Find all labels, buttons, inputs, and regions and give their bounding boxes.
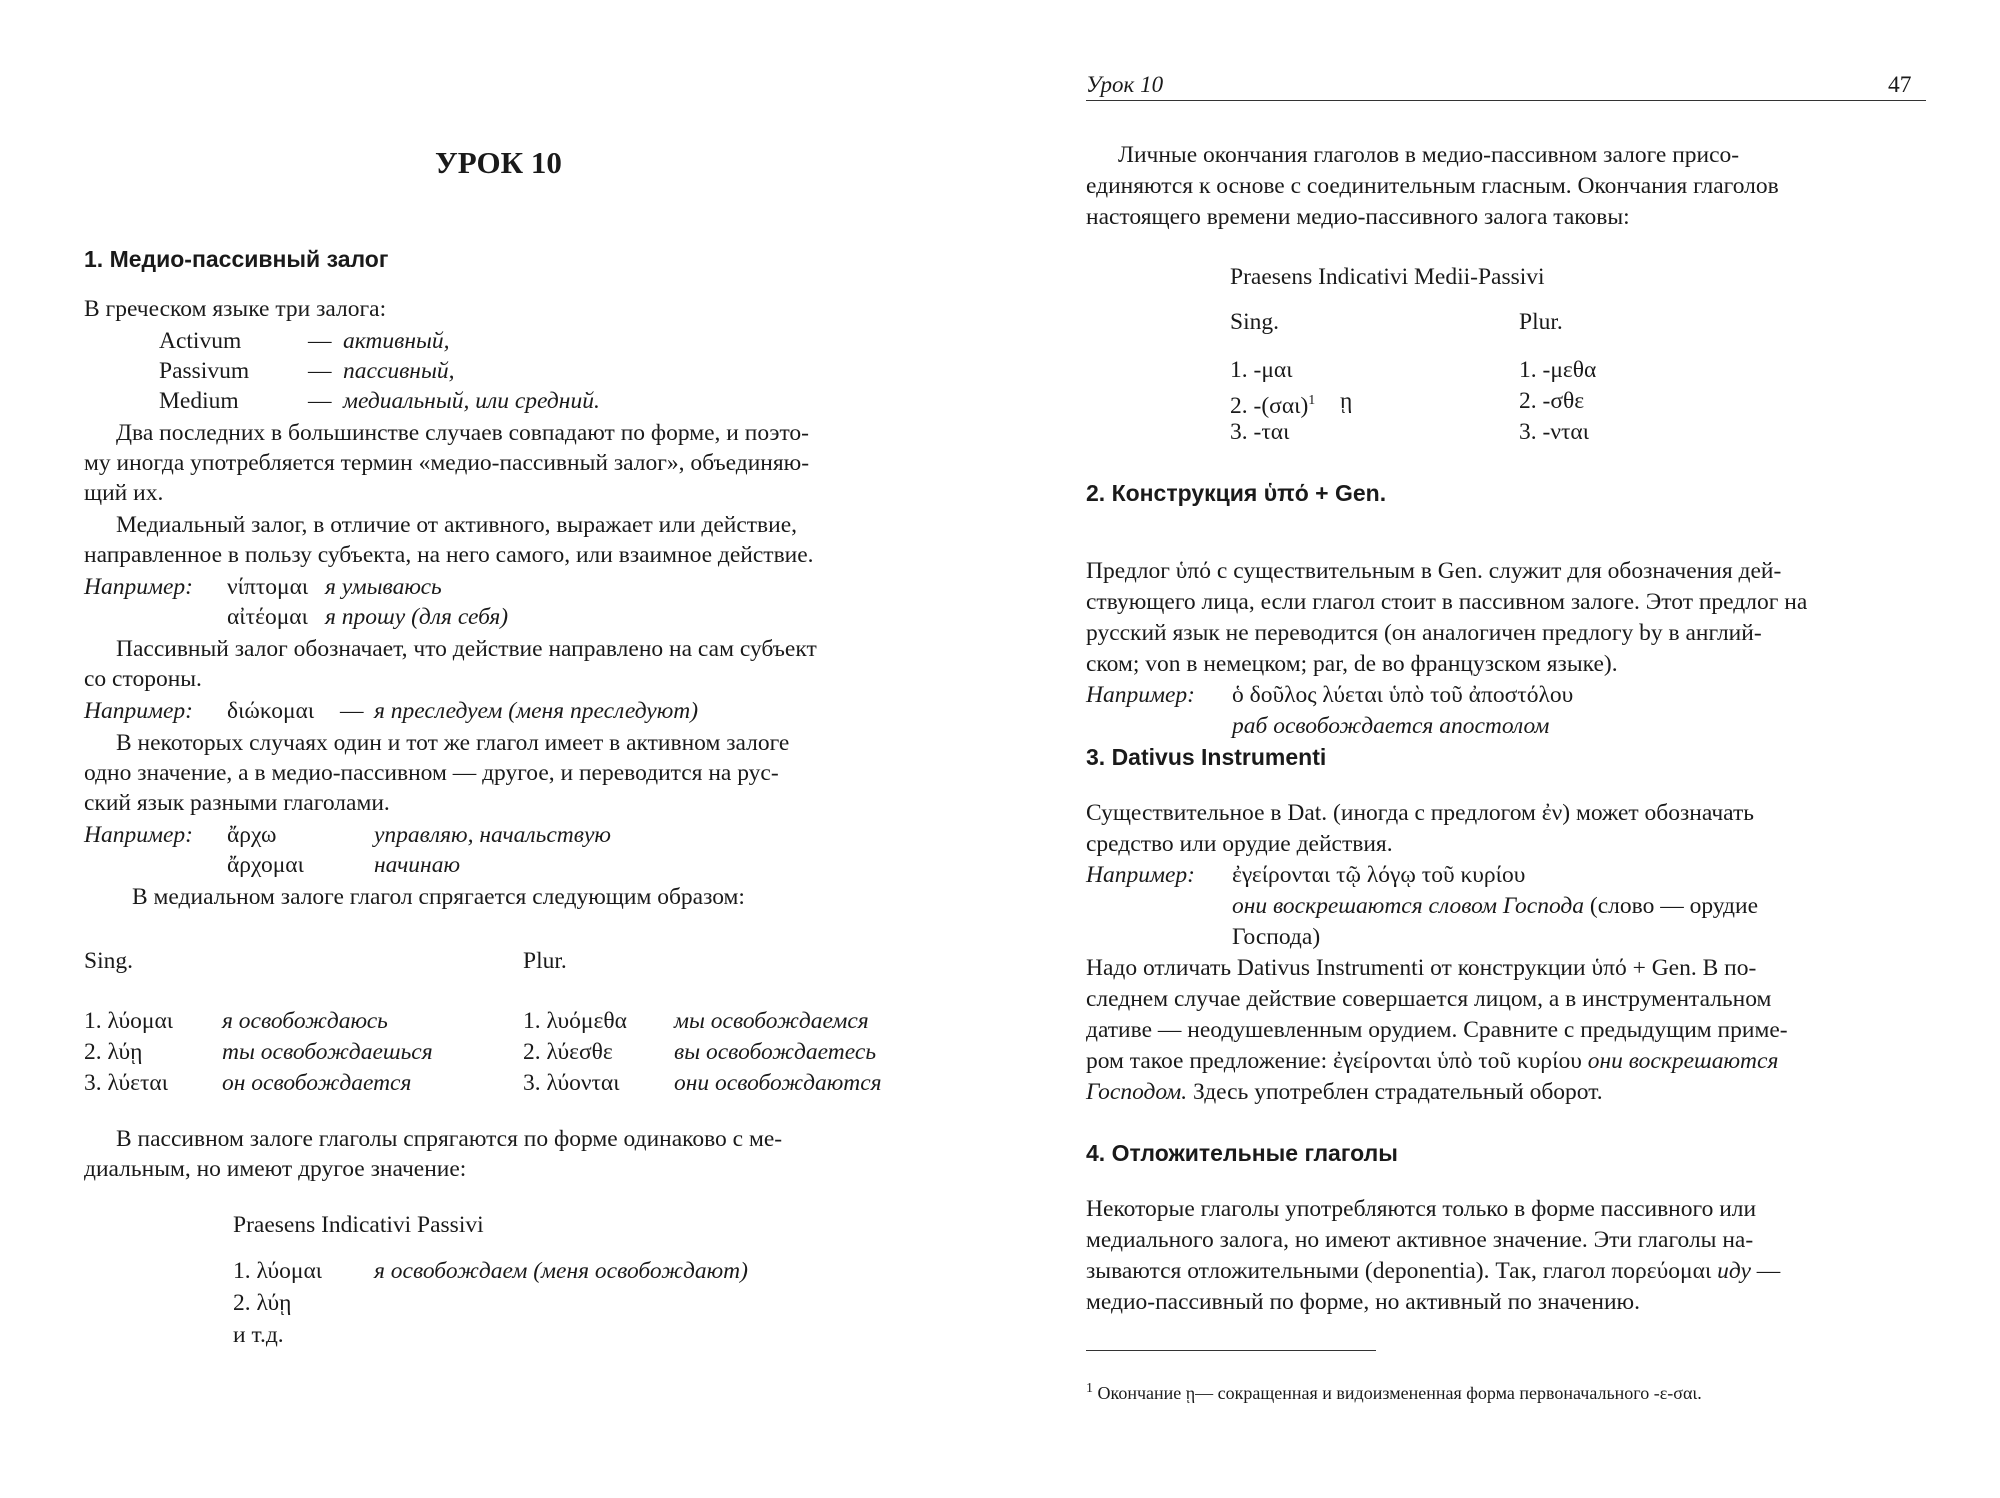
plur-label: Plur. [1519, 309, 1563, 335]
dash: — [340, 698, 364, 724]
page-number: 47 [1888, 72, 1912, 98]
conj-translation: ты освобождаешься [222, 1039, 433, 1065]
translation: начинаю [374, 852, 461, 878]
conj-form: 1. λυόμεθα [523, 1008, 627, 1034]
conj-translation: я освобождаюсь [222, 1008, 388, 1034]
conj-translation: вы освобождаетесь [674, 1039, 877, 1065]
text-line: единяются к основе с соединительным гласным. Окончания глаголов [1086, 173, 1779, 199]
ending: 2. -σθε [1519, 388, 1585, 414]
text-line: средство или орудие действия. [1086, 831, 1393, 857]
greek-word: διώκομαι [227, 698, 315, 724]
text-line: В греческом языке три залога: [84, 296, 387, 322]
text-line: Предлог ὑπό с существительным в Gen. служит для обозначения дей- [1086, 558, 1782, 584]
text-line: Существительное в Dat. (иногда с предлогом ἐν) может обозначать [1086, 800, 1754, 826]
lesson-title: УРОК 10 [435, 145, 562, 180]
conj-form: 3. λύονται [523, 1070, 620, 1096]
footnote-ref: 1 [1308, 393, 1316, 408]
text-line: ском; von в немецком; par, de во французском языке). [1086, 651, 1618, 677]
voice-dash: — [308, 388, 332, 414]
text-line: медио-пассивный по форме, но активный по значению. [1086, 1289, 1640, 1315]
conj-translation: они освобождаются [674, 1070, 882, 1096]
conj-translation: мы освобождаемся [674, 1008, 869, 1034]
example-label: Например: [1086, 682, 1195, 708]
example-label: Например: [1086, 862, 1195, 888]
example-label: Например: [84, 822, 193, 848]
voice-latin: Medium [159, 388, 239, 414]
conj-translation: я освобождаем (меня освобождают) [374, 1258, 748, 1284]
plur-label: Plur. [523, 948, 567, 974]
example-label: Например: [84, 574, 193, 600]
conj-form: 2. λύεσθε [523, 1039, 613, 1065]
translation: Господа) [1232, 924, 1321, 950]
ending: 2. $-(\sigma\alpha\iota)^1$ [1230, 392, 1316, 419]
text-line: следнем случае действие совершается лицом, а в инструментальном [1086, 986, 1772, 1012]
greek-example: ὁ δοῦλος λύεται ὑπὸ τοῦ ἀποστόλου [1232, 682, 1574, 708]
conj-form: 1. λύομαι [233, 1258, 323, 1284]
text-line: Два последних в большинстве случаев совпадают по форме, и поэто- [116, 420, 809, 446]
text-line: направленное в пользу субъекта, на него самого, или взаимное действие. [84, 542, 814, 568]
translation: я умываюсь [325, 574, 442, 600]
ending: 3. -ται [1230, 419, 1290, 445]
text-line: русский язык не переводится (он аналогичен предлогу by в англий- [1086, 620, 1762, 646]
running-head: Урок 10 [1086, 72, 1164, 97]
etc-text: и т.д. [233, 1322, 284, 1348]
voice-ru: активный, [343, 328, 450, 354]
text-line: зываются отложительными (deponentia). Так, глагол πορεύομαι иду — [1086, 1258, 1781, 1284]
ending-alt: ῃ [1340, 388, 1353, 414]
table-heading: Praesens Indicativi Passivi [233, 1212, 484, 1238]
text-line: Надо отличать Dativus Instrumenti от конструкции ὑπό + Gen. В по- [1086, 955, 1757, 981]
text-line: В пассивном залоге глаголы спрягаются по форме одинаково с ме- [116, 1126, 783, 1152]
text-line: со стороны. [84, 666, 202, 692]
section-2-heading: 2. Конструкция ὑπό + Gen. [1086, 480, 1387, 506]
greek-word: αἰτέομαι [227, 604, 308, 630]
text-line: настоящего времени медио-пассивного залога таковы: [1086, 204, 1630, 230]
text-line: одно значение, а в медио-пассивном — другое, и переводится на рус- [84, 760, 779, 786]
text-line: Господом. Здесь употреблен страдательный оборот. [1086, 1079, 1603, 1105]
voice-latin: Passivum [159, 358, 250, 384]
greek-word: νίπτομαι [227, 574, 309, 600]
greek-example: ἐγείρονται τῷ λόγῳ τοῦ κυρίου [1232, 862, 1526, 888]
sing-label: Sing. [1230, 309, 1279, 335]
text-line: дативе — неодушевленным орудием. Сравните с предыдущим приме- [1086, 1017, 1788, 1043]
text-line: В некоторых случаях один и тот же глагол имеет в активном залоге [116, 730, 790, 756]
greek-word: ἄρχομαι [227, 852, 304, 878]
text-line: Пассивный залог обозначает, что действие направлено на сам субъект [116, 636, 817, 662]
conj-form: 1. λύομαι [84, 1008, 174, 1034]
text-line: Медиальный залог, в отличие от активного, выражает или действие, [116, 512, 798, 538]
greek-word: ἄρχω [227, 822, 277, 848]
voice-ru: пассивный, [343, 358, 455, 384]
example-label: Например: [84, 698, 193, 724]
left-page [84, 0, 924, 1498]
voice-dash: — [308, 328, 332, 354]
table-heading: Praesens Indicativi Medii-Passivi [1230, 264, 1545, 290]
text-line: Личные окончания глаголов в медио-пассивном залоге присо- [1118, 142, 1740, 168]
text-line: В медиальном залоге глагол спрягается следующим образом: [132, 884, 745, 910]
text-line: Некоторые глаголы употребляются только в форме пассивного или [1086, 1196, 1757, 1222]
conj-form: 2. λύῃ [233, 1290, 292, 1316]
text-line: ром такое предложение: ἐγείρονται ὑπὸ τοῦ κυρίου они воскрешаются [1086, 1048, 1779, 1074]
text-line: ствующего лица, если глагол стоит в пассивном залоге. Этот предлог на [1086, 589, 1808, 615]
translation: управляю, начальствую [374, 822, 611, 848]
header-rule [1086, 100, 1926, 101]
footnote: $^1$ Окончание ῃ— сокращенная и видоизмененная форма первоначального -ε-σαι. [1086, 1381, 1702, 1403]
ending: 3. -νται [1519, 419, 1590, 445]
section-3-heading: 3. Dativus Instrumenti [1086, 744, 1327, 770]
voice-latin: Activum [159, 328, 242, 354]
text-line: ский язык разными глаголами. [84, 790, 390, 816]
voice-dash: — [308, 358, 332, 384]
translation: раб освобождается апостолом [1232, 713, 1550, 739]
section-4-heading: 4. Отложительные глаголы [1086, 1140, 1398, 1166]
text-line: му иногда употребляется термин «медио-пассивный залог», объединяю- [84, 450, 810, 476]
translation: они воскрешаются словом Господа (слово — орудие [1232, 893, 1758, 919]
sing-label: Sing. [84, 948, 133, 974]
translation: я прошу (для себя) [325, 604, 509, 630]
ending: 1. -μαι [1230, 357, 1293, 383]
translation: я преследуем (меня преследуют) [374, 698, 699, 724]
text-line: диальным, но имеют другое значение: [84, 1156, 467, 1182]
footnote-rule [1086, 1350, 1376, 1351]
conj-form: 3. λύεται [84, 1070, 169, 1096]
voice-ru: медиальный, или средний. [343, 388, 600, 414]
text-line: медиального залога, но имеют активное значение. Эти глаголы на- [1086, 1227, 1754, 1253]
ending: 1. -μεθα [1519, 357, 1597, 383]
conj-translation: он освобождается [222, 1070, 412, 1096]
conj-form: 2. λύῃ [84, 1039, 143, 1065]
right-page [1086, 0, 1926, 1498]
section-1-heading: 1. Медио-пассивный залог [84, 246, 389, 272]
text-line: щий их. [84, 480, 164, 506]
